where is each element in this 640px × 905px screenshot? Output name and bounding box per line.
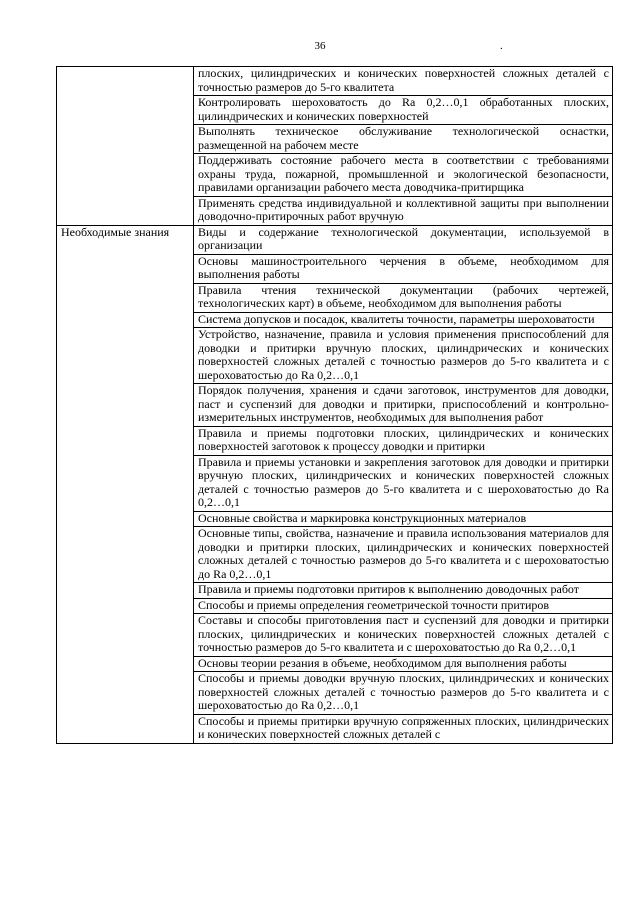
skill-item: Контролировать шероховатость до Ra 0,2…0,1 обработанных плоских, цилиндрических и конических поверхностей bbox=[194, 96, 613, 125]
knowledge-item: Правила чтения технической документации (рабочих чертежей, технологических карт) в объеме, необходимом для выполнения работы bbox=[194, 283, 613, 312]
skills-label-cell bbox=[57, 67, 194, 226]
knowledge-item: Основы машиностроительного черчения в объеме, необходимом для выполнения работы bbox=[194, 254, 613, 283]
table-row bbox=[57, 225, 613, 254]
knowledge-item: Правила и приемы подготовки плоских, цилиндрических и конических поверхностей заготовок к процессу доводки и притирки bbox=[194, 426, 613, 455]
skill-item: Применять средства индивидуальной и коллективной защиты при выполнении доводочно-притирочных работ вручную bbox=[194, 196, 613, 225]
table-row bbox=[57, 67, 613, 96]
knowledge-item: Устройство, назначение, правила и условия применения приспособлений для доводки и притирки вручную плоских, цилиндрических и конических поверхностей сложных деталей с точностью размеров до 5-го квалитета и с шероховатостью до Ra 0,2…0,1 bbox=[194, 328, 613, 384]
knowledge-item: Виды и содержание технологической документации, используемой в организации bbox=[194, 225, 613, 254]
knowledge-item: Система допусков и посадок, квалитеты точности, параметры шероховатости bbox=[194, 312, 613, 328]
knowledge-item: Основные типы, свойства, назначение и правила использования материалов для доводки и притирки плоских, цилиндрических и конических поверхностей сложных деталей с точностью размеров до 5-го квалитета и с шероховатостью до Ra 0,2…0,1 bbox=[194, 527, 613, 583]
page-mark: . bbox=[500, 40, 503, 52]
knowledge-label: Необходимые знания bbox=[57, 225, 194, 743]
knowledge-item: Способы и приемы доводки вручную плоских, цилиндрических и конических поверхностей сложных деталей с точностью размеров до 5-го квалитета и с шероховатостью до Ra 0,2…0,1 bbox=[194, 672, 613, 715]
skill-item: Поддерживать состояние рабочего места в соответствии с требованиями охраны труда, пожарной, промышленной и экологической безопасности, правилами организации рабочего места доводчика-притирщика bbox=[194, 154, 613, 197]
knowledge-item: Основы теории резания в объеме, необходимом для выполнения работы bbox=[194, 656, 613, 672]
knowledge-item: Способы и приемы притирки вручную сопряженных плоских, цилиндрических и конических поверхностей сложных деталей с bbox=[194, 714, 613, 743]
knowledge-item: Порядок получения, хранения и сдачи заготовок, инструментов для доводки, паст и суспензий для доводки и притирки, приспособлений и контрольно-измерительных инструментов, необходимых для выполнения работ bbox=[194, 384, 613, 427]
knowledge-item: Составы и способы приготовления паст и суспензий для доводки и притирки плоских, цилиндрических и конических поверхностей сложных деталей с точностью размеров до 5-го квалитета и с шероховатостью до Ra 0,2…0,1 bbox=[194, 614, 613, 657]
requirements-table bbox=[56, 66, 613, 744]
knowledge-item: Способы и приемы определения геометрической точности притиров bbox=[194, 598, 613, 614]
skill-item: Выполнять техническое обслуживание технологической оснастки, размещенной на рабочем месте bbox=[194, 125, 613, 154]
page-number: 36 bbox=[314, 40, 326, 52]
knowledge-item: Правила и приемы установки и закрепления заготовок для доводки и притирки вручную плоских, цилиндрических и конических поверхностей сложных деталей с точностью размеров до 5-го квалитета и с шероховатостью до Ra 0,2…0,1 bbox=[194, 455, 613, 511]
knowledge-item: Основные свойства и маркировка конструкционных материалов bbox=[194, 511, 613, 527]
knowledge-item: Правила и приемы подготовки притиров к выполнению доводочных работ bbox=[194, 583, 613, 599]
skill-item: плоских, цилиндрических и конических поверхностей сложных деталей с точностью размеров до 5-го квалитета bbox=[194, 67, 613, 96]
